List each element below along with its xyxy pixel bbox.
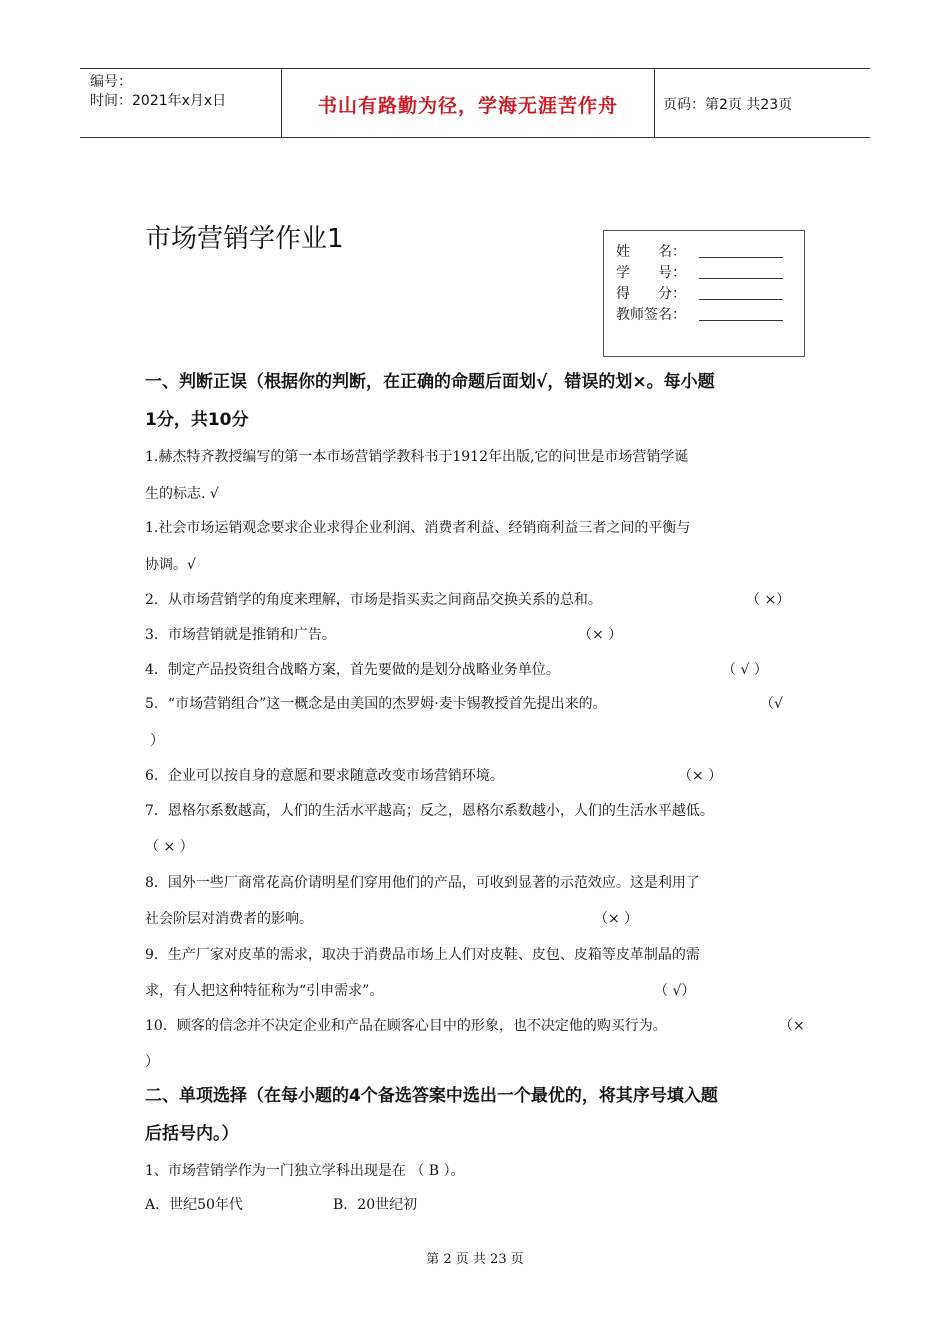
question-text: 1、市场营销学作为一门独立学科出现是在 （ B ）。: [145, 1163, 465, 1179]
question-text: 生的标志. √: [145, 486, 219, 502]
score-row: [616, 283, 686, 303]
header-page-number: 页码：第2页 共23页: [663, 97, 793, 113]
question-text: 8．国外一些厂商常花高价请明星们穿用他们的产品，可收到显著的示范效应。这是利用了: [145, 875, 700, 891]
teacher-label: 教师签名：: [616, 307, 686, 323]
score-label: 得 分：: [616, 286, 686, 302]
question-text: 9．生产厂家对皮革的需求，取决于消费品市场上人们对皮鞋、皮包、皮箱等皮革制晶的需: [145, 947, 700, 963]
name-label: 姓 名：: [616, 244, 686, 260]
name-row: [616, 241, 686, 261]
answer-mark: （× ）: [594, 911, 639, 927]
question-text: 1.社会市场运销观念要求企业求得企业利润、消费者利益、经销商利益三者之间的平衡与: [145, 520, 691, 536]
question-text: 求，有人把这种特征称为“引申需求”。: [145, 983, 384, 999]
question-text: 7．恩格尔系数越高，人们的生活水平越高；反之，恩格尔系数越小，人们的生活水平越低。: [145, 803, 714, 819]
section2-heading: 二、单项选择（在每小题的4个备选答案中选出一个最优的，将其序号填入题: [145, 1086, 718, 1106]
student-id-blank: [699, 278, 783, 279]
teacher-row: [616, 304, 686, 324]
section1-heading-cont: 1分，共10分: [145, 410, 249, 430]
header-divider: [654, 69, 655, 137]
question-text: 10．顾客的信念并不决定企业和产品在顾客心目中的形象，也不决定他的购买行为。: [145, 1018, 667, 1034]
answer-mark: （×: [779, 1018, 805, 1034]
student-id-row: [616, 262, 686, 282]
document-header: [80, 68, 870, 138]
header-number: 编号：: [90, 74, 132, 90]
header-time: 时间：2021年x月x日: [90, 93, 227, 109]
question-text: 5．“市场营销组合”这一概念是由美国的杰罗姆·麦卡锡教授首先提出来的。: [145, 696, 607, 712]
question-text: 社会阶层对消费者的影响。: [145, 911, 313, 927]
question-text: 1.赫杰特齐教授编写的第一本市场营销学教科书于1912年出版,它的问世是市场营销学诞: [145, 449, 689, 465]
answer-mark: （× ）: [578, 627, 623, 643]
answer-mark: （× ）: [678, 768, 723, 784]
name-blank: [699, 257, 783, 258]
answer-mark: ）: [150, 733, 164, 749]
answer-mark: （ √ ）: [722, 662, 768, 678]
question-text: 6．企业可以按自身的意愿和要求随意改变市场营销环境。: [145, 768, 504, 784]
answer-mark: （ × ）: [145, 839, 194, 855]
answer-mark: （ ×）: [746, 592, 791, 608]
score-blank: [699, 299, 783, 300]
section1-heading: 一、判断正误（根据你的判断，在正确的命题后面划√，错误的划×。每小题: [145, 372, 715, 392]
answer-mark: （ √）: [654, 983, 696, 999]
option-a: A．世纪50年代: [145, 1197, 243, 1213]
header-meta: [90, 73, 226, 111]
question-text: 协调。√: [145, 557, 196, 573]
page-footer: 第 2 页 共 23 页: [426, 1252, 524, 1267]
document-title: 市场营销学作业1: [145, 224, 344, 254]
student-info-box: [603, 230, 805, 357]
teacher-blank: [699, 320, 783, 321]
answer-mark: ）: [145, 1054, 159, 1070]
option-b: B．20世纪初: [333, 1197, 418, 1213]
question-text: 3．市场营销就是推销和广告。: [145, 627, 336, 643]
section2-heading-cont: 后括号内。）: [145, 1124, 239, 1144]
student-id-label: 学 号：: [616, 265, 686, 281]
question-text: 4．制定产品投资组合战略方案，首先要做的是划分战略业务单位。: [145, 662, 560, 678]
question-text: 2．从市场营销学的角度来理解，市场是指买卖之间商品交换关系的总和。: [145, 592, 602, 608]
answer-mark: （√: [760, 696, 783, 712]
header-motto: 书山有路勤为径，学海无涯苦作舟: [317, 95, 618, 117]
